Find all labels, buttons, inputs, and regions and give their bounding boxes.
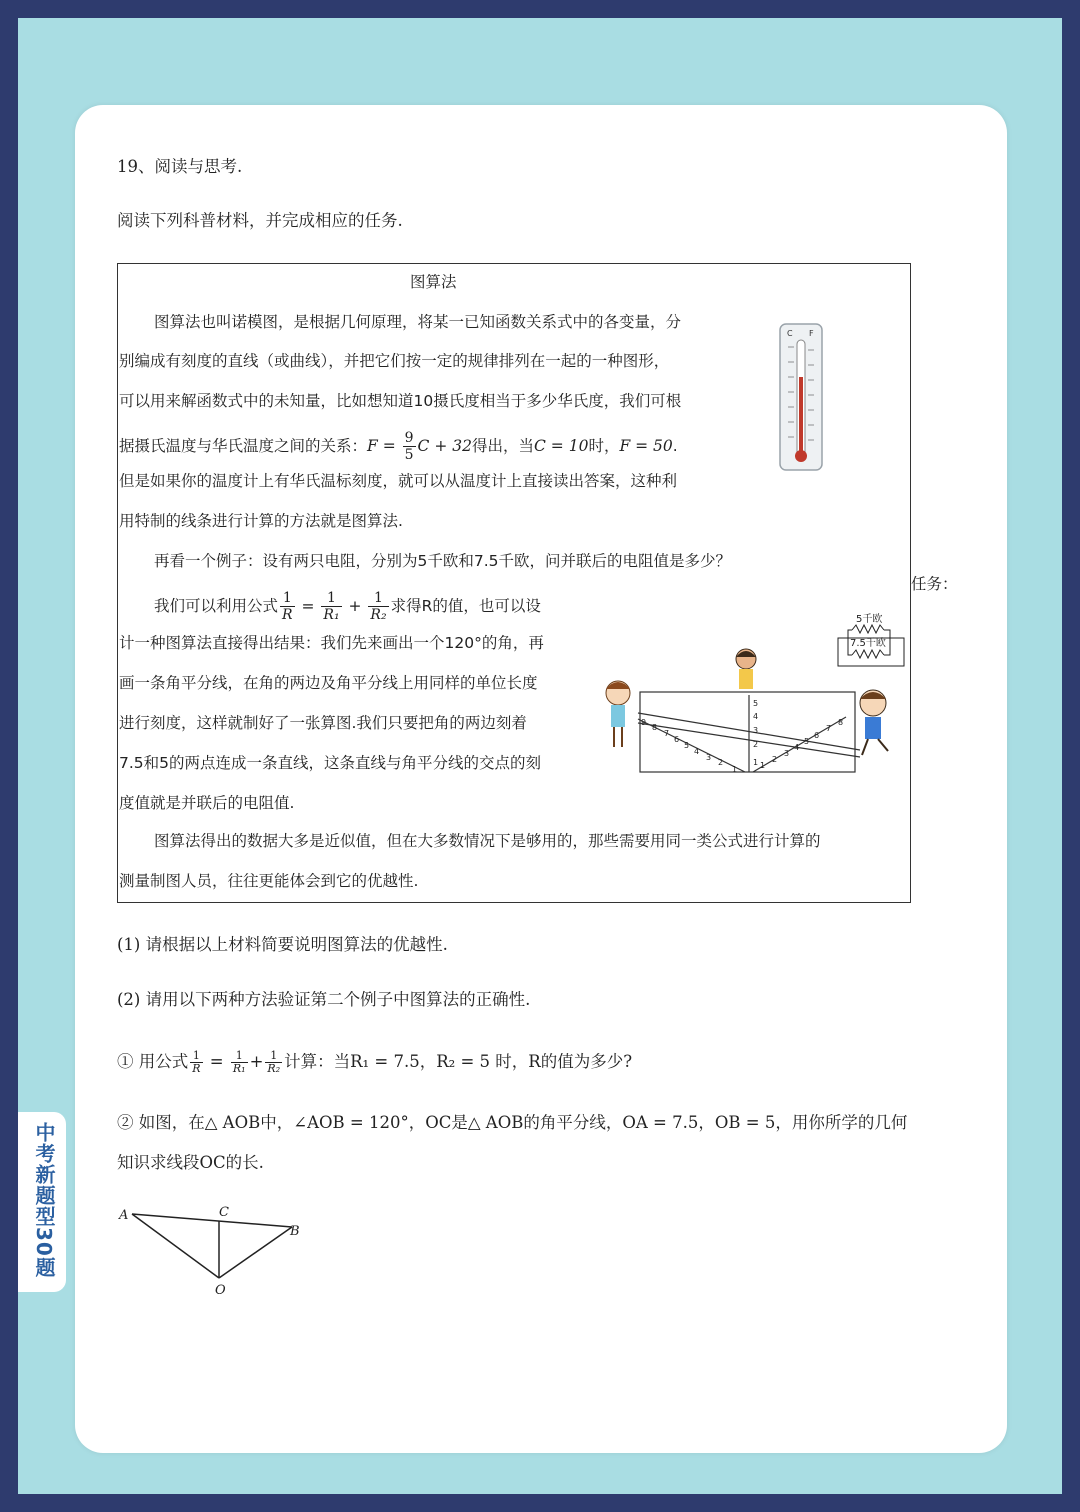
triangle-figure [112,1200,312,1300]
task-3: ① 用公式 $\frac{1}{R}$ = $\frac{1}{\text{R₁}}$ + $\frac{1}{\text{R₂}}$ 计算：当R₁ = 7.5，R₂ = 5 时，R的值为多少? [117,1049,633,1075]
girl-figure [606,681,630,747]
side-tab [18,1112,66,1292]
article-title: 图算法 [410,273,457,291]
segment-bo [219,1227,292,1278]
fraction-1-r1-small [231,1050,248,1075]
nomogram-illustration [598,645,898,780]
frac-den: R [192,1062,201,1075]
article-line: 计一种图算法直接得出结果：我们先来画出一个120°的角，再 [119,634,544,652]
segment-ao [132,1214,219,1278]
task-1: (1) 请根据以上材料简要说明图算法的优越性. [117,935,448,954]
frac-den: R₂ [267,1062,281,1075]
task-3-prefix: ① 用公式 [117,1052,189,1071]
tick-label: 3 [784,749,790,758]
task-4-line-1: ② 如图，在△ AOB中，∠AOB = 120°，OC是△ AOB的角平分线，OA = 7.5，OB = 5，用你所学的几何 [117,1113,908,1132]
point-b: B [290,1224,300,1239]
tick-label: 2 [718,758,724,767]
frac-den: R₂ [370,607,387,623]
tick-label: 1 [753,758,759,767]
formula-text: 据摄氏温度与华氏温度之间的关系： [119,437,368,455]
segment-ab [132,1214,292,1227]
frac-den: 5 [404,447,414,463]
tick-label: 6 [814,731,820,740]
frac-den: R [282,607,293,623]
tick-label: 3 [706,753,712,762]
frac-num: 1 [231,1050,248,1063]
article-line: 用特制的线条进行计算的方法就是图算法. [119,512,403,530]
formula-f: F [367,437,378,455]
article-formula-line [119,430,678,463]
tick-label: 6 [674,735,680,744]
boy-top-figure [736,649,756,689]
formula-c: C + 32 [417,437,472,455]
formula-eq: = [377,437,401,455]
fraction-1-r-small [190,1050,202,1075]
tick-label: 5 [753,699,759,708]
task-4-line-2: 知识求线段OC的长. [117,1153,264,1172]
tick-label: 5 [684,741,690,750]
tick-label: 4 [794,743,800,752]
formula-text: 时， [588,437,620,455]
article-line: 但是如果你的温度计上有华氏温标刻度，就可以从温度计上直接读出答案，这种利 [119,472,678,490]
formula-text: 得出，当 [471,437,534,455]
thermo-f-label: F [809,329,814,338]
frac-den: R₁ [232,1062,246,1075]
circuit-r1-label: 5千欧 [856,614,883,625]
tick-label: 7 [664,729,670,738]
formula-text: 我们可以利用公式 [154,597,279,615]
formula-dot: . [672,437,678,455]
frac-num: 1 [280,590,295,607]
point-a: A [119,1208,129,1223]
side-tab-label: 中考新题型30题 [32,1122,56,1278]
frac-num: 1 [265,1050,282,1063]
article-line: 图算法得出的数据大多是近似值，但在大多数情况下是够用的，那些需要用同一类公式进行计算的 [154,832,821,850]
tick-label: 1 [760,761,766,770]
task-2: (2) 请用以下两种方法验证第二个例子中图算法的正确性. [117,990,531,1009]
task-3-rest: 计算：当R₁ = 7.5，R₂ = 5 时，R的值为多少? [284,1052,633,1071]
article-formula-line-2: 我们可以利用公式 $\frac{1}{R}$ = $\frac{1}{\text{R₁}}$ + $\frac{1}{\text{R₂}}$ 求得R的值，也可以设 [154,590,541,623]
tick-label: 8 [652,723,658,732]
frac-num: 1 [190,1050,202,1063]
task-label: 任务： [911,575,958,593]
question-intro: 阅读下列科普材料，并完成相应的任务. [117,211,403,230]
formula-text: 求得R的值，也可以设 [390,597,541,615]
article-line: 再看一个例子：设有两只电阻，分别为5千欧和7.5千欧，问并联后的电阻值是多少？ [154,552,732,570]
fraction-1-r2-small [265,1050,282,1075]
tick-label: 2 [772,755,778,764]
article-line: 7.5和5的两点连成一条直线，这条直线与角平分线的交点的刻 [119,754,542,772]
formula-c10: C = 10 [534,437,589,455]
boy-right-figure [860,690,888,755]
tick-label: 5 [804,737,810,746]
circuit-r2-label: 7.5千欧 [850,638,886,649]
question-title: 19、阅读与思考. [117,157,243,176]
article-line: 测量制图人员，往往更能体会到它的优越性. [119,872,419,890]
article-line: 进行刻度，这样就制好了一张算图.我们只要把角的两边刻着 [119,714,527,732]
tick-label: 8 [838,718,844,727]
article-line: 度值就是并联后的电阻值. [119,794,295,812]
point-c: C [219,1205,229,1220]
formula-f50: F = 50 [619,437,673,455]
tick-label: 2 [753,740,759,749]
thermo-c-label: C [787,329,793,338]
article-line: 画一条角平分线，在角的两边及角平分线上用同样的单位长度 [119,674,538,692]
tick-label: 9 [641,718,647,727]
tick-label: 1 [732,765,738,774]
right-arm [753,717,846,772]
tick-label: 3 [753,726,759,735]
fraction-1-r [280,590,295,623]
article-line: 别编成有刻度的直线（或曲线），并把它们按一定的规律排列在一起的一种图形， [119,352,670,370]
tick-label: 4 [694,747,700,756]
fraction-9-5 [403,430,416,463]
frac-num: 1 [368,590,388,607]
fraction-1-r1 [321,590,341,623]
frac-num: 1 [321,590,341,607]
nomogram-board [640,692,855,772]
frac-num: 9 [404,430,414,446]
fraction-1-r2 [368,590,388,623]
tick-label: 4 [753,712,759,721]
frac-den: R₁ [323,607,340,623]
article-line: 可以用来解函数式中的未知量，比如想知道10摄氏度相当于多少华氏度，我们可根 [119,392,682,410]
article-line: 图算法也叫诺模图，是根据几何原理，将某一已知函数关系式中的各变量，分 [154,313,682,331]
point-o: O [215,1283,226,1298]
tick-label: 7 [826,724,832,733]
thermometer-image [778,322,824,472]
